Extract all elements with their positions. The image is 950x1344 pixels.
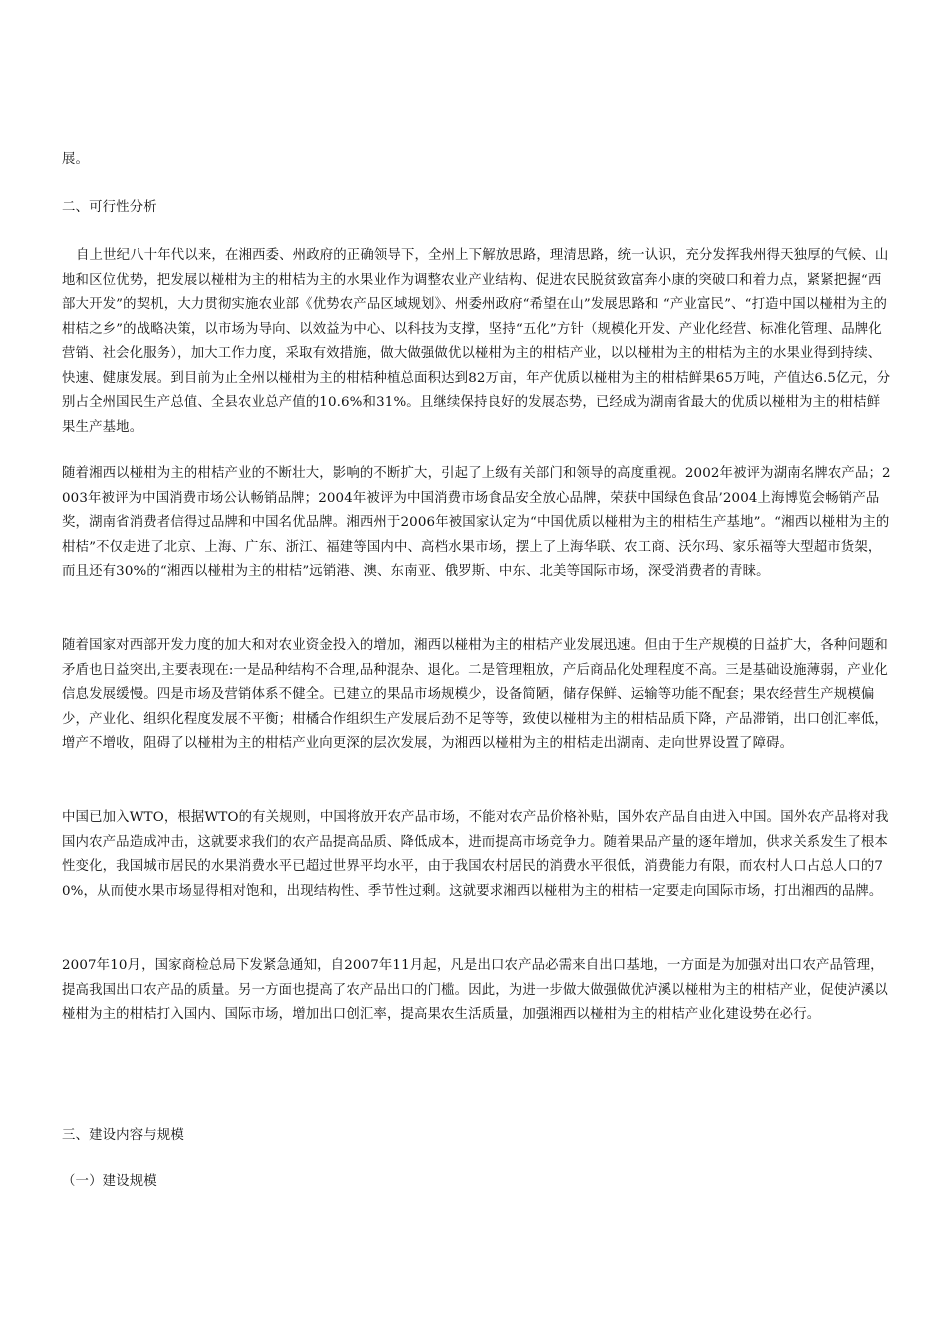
paragraph-export-policy: 2007年10月，国家商检总局下发紧急通知，自2007年11月起，凡是出口农产品必需来自出口基地，一方面是为加强对出口农产品管理，提高我国出口农产品的质量。另一方面也提高了农产品出口的门槛。因此，为进一步做大做强做优泸溪以椪柑为主的柑桔产业，促使泸溪以椪柑为主的柑桔打入国内、国际市场，增加出口创汇率，提高果农生活质量，加强湘西以椪柑为主的柑桔产业化建设势在必行。 [62,958,888,1022]
fragment-line: 展。 [62,152,90,167]
subsection-heading-scale: （一）建设规模 [62,1174,157,1189]
section-heading-feasibility: 二、可行性分析 [62,200,157,215]
section-heading-construction: 三、建设内容与规模 [62,1128,184,1143]
paragraph-wto: 中国已加入WTO，根据WTO的有关规则，中国将放开农产品市场，不能对农产品价格补贴，国外农产品自由进入中国。国外农产品将对我国内农产品造成冲击，这就要求我们的农产品提高品质、降低成本，进而提高市场竞争力。随着果品产量的逐年增加，供求关系发生了根本性变化，我国城市居民的水果消费水平已超过世界平均水平，由于我国农村居民的消费水平很低，消费能力有限，而农村人口占总人口的70%，从而使水果市场显得相对饱和，出现结构性、季节性过剩。这就要求湘西以椪柑为主的柑桔一定要走向国际市场，打出湘西的品牌。 [62,810,889,899]
paragraph-brand-recognition: 随着湘西以椪柑为主的柑桔产业的不断壮大，影响的不断扩大，引起了上级有关部门和领导的高度重视。2002年被评为湖南名牌农产品；2003年被评为中国消费市场公认畅销品牌；2004年被评为中国消费市场食品安全放心品牌，荣获中国绿色食品’2004上海博览会畅销产品奖，湖南省消费者信得过品牌和中国名优品牌。湘西州于2006年被国家认定为“中国优质以椪柑为主的柑桔生产基地”。“湘西以椪柑为主的柑桔”不仅走进了北京、上海、广东、浙江、福建等国内中、高档水果市场，摆上了上海华联、农工商、沃尔玛、家乐福等大型超市货架，而且还有30%的“湘西以椪柑为主的柑桔”远销港、澳、东南亚、俄罗斯、中东、北美等国际市场，深受消费者的青睐。 [62,466,891,579]
paragraph-background: 自上世纪八十年代以来，在湘西委、州政府的正确领导下，全州上下解放思路，理清思路，统一认识，充分发挥我州得天独厚的气候、山地和区位优势，把发展以椪柑为主的柑桔为主的水果业作为调整农业产业结构、促进农民脱贫致富奔小康的突破口和着力点，紧紧把握“西部大开发”的契机，大力贯彻实施农业部《优势农产品区域规划》、州委州政府“希望在山”发展思路和 “产业富民”、“打造中国以椪柑为主的柑桔之乡”的战略决策，以市场为导向、以效益为中心、以科技为支撑，坚持“五化”方针（规模化开发、产业化经营、标准化管理、品牌化营销、社会化服务），加大工作力度，采取有效措施，做大做强做优以椪柑为主的柑桔产业，以以椪柑为主的柑桔为主的水果业得到持续、快速、健康发展。到目前为止全州以椪柑为主的柑桔种植总面积达到82万亩，年产优质以椪柑为主的柑桔鲜果65万吨，产值达6.5亿元，分别占全州国民生产总值、全县农业总产值的10.6%和31%。且继续保持良好的发展态势，已经成为湖南省最大的优质以椪柑为主的柑桔鲜果生产基地。 [62,248,891,435]
paragraph-problems: 随着国家对西部开发力度的加大和对农业资金投入的增加，湘西以椪柑为主的柑桔产业发展迅速。但由于生产规模的日益扩大，各种问题和矛盾也日益突出,主要表现在:一是品种结构不合理,品种混杂、退化。二是管理粗放，产后商品化处理程度不高。三是基础设施薄弱，产业化信息发展缓慢。四是市场及营销体系不健全。已建立的果品市场规模少，设备简陋，储存保鲜、运输等功能不配套；果农经营生产规模偏少，产业化、组织化程度发展不平衡；柑橘合作组织生产发展后劲不足等等，致使以椪柑为主的柑桔品质下降，产品滞销，出口创汇率低，增产不增收，阻碍了以椪柑为主的柑桔产业向更深的层次发展，为湘西以椪柑为主的柑桔走出湖南、走向世界设置了障碍。 [62,638,888,751]
